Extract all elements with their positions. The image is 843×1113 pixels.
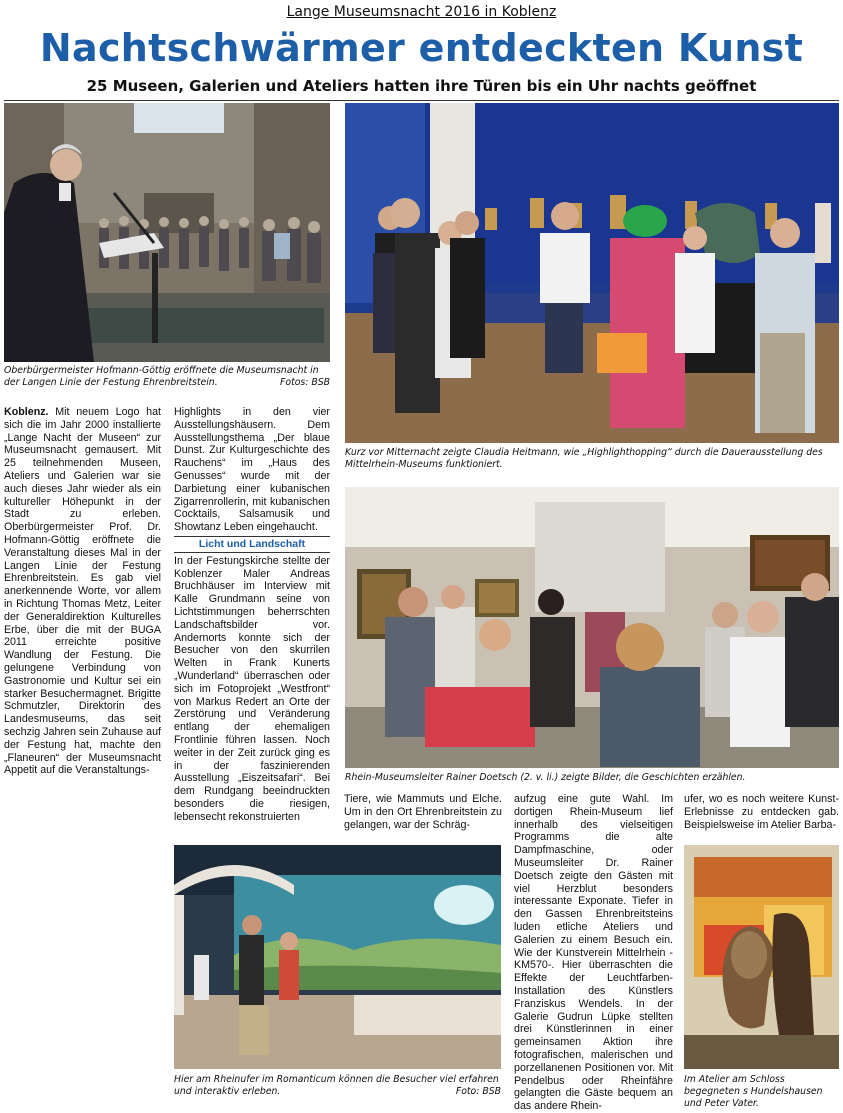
caption-rhein-museum: Rhein-Museumsleiter Rainer Doetsch (2. v. li.) zeigte Bilder, die Geschichten erzählen. <box>345 772 746 783</box>
photo-credit-romanticum: Foto: BSB <box>455 1086 501 1097</box>
photo-romanticum <box>174 845 501 1069</box>
photo-highlighthopping <box>345 103 839 443</box>
photo-credit: Fotos: BSB <box>280 377 330 388</box>
subheadline: 25 Museen, Galerien und Ateliers hatten ihre Türen bis ein Uhr nachts geöffnet <box>86 77 757 95</box>
photo-rhein-museum <box>345 487 839 768</box>
caption-mayor <box>4 365 330 389</box>
article-col-5 <box>684 793 839 831</box>
headline: Nachtschwärmer entdeckten Kunst <box>39 26 804 70</box>
article-col-3-text: Tiere, wie Mammuts und Elche. Um in den Ort Ehrenbreitstein zu gelangen, war der Schräg- <box>344 793 502 831</box>
article-col-4 <box>514 793 673 1113</box>
article-col-2b: In der Festungskirche stellte der Koblenzer Maler Andreas Bruchhäuser im Interview mit Kalle Grundmann seine von Lichtstimmungen beherrschten Landschaftsbilder vor. Andernorts konnte sich der Besucher von den skurrilen Welten in Frank Kunerts „Wunderland“ überraschen oder sich im Fotoprojekt „Westfront“ von Markus Redert an Orte der Zerstörung und Veränderung entlang der ehemaligen Frontlinie führen lassen. Noch weiter in der Zeit zurück ging es in der faszinierenden Ausstellung „Eiszeitsafari“. Bei dem Rundgang beeindruckten besonders die riesigen, lebensecht rekonstruierten <box>174 554 330 823</box>
article-col-2 <box>174 406 330 824</box>
photo-mayor-speech <box>4 103 330 362</box>
caption-romanticum-text: Hier am Rheinufer im Romanticum können die Besucher viel erfahren und interaktiv erleben. <box>174 1074 499 1097</box>
caption-romanticum <box>174 1074 501 1098</box>
article-col-3 <box>344 793 502 831</box>
article-col-1-text <box>4 406 161 777</box>
article-col-5-text: ufer, wo es noch weitere Kunst-Erlebnisse zu entdecken gab. Beispielsweise im Atelier Barba- <box>684 793 839 831</box>
kicker <box>0 4 843 20</box>
photo-atelier <box>684 845 839 1069</box>
article-col-4-text: aufzug eine gute Wahl. Im dortigen Rhein-Museum lief innerhalb des vielseitigen Programms die alte Dampfmaschine, oder Museumsleiter Dr. Rainer Doetsch zeigte den Gästen mit viel Herzblut besonders interessante Exponate. Tiefer in den Gassen Ehrenbreitsteins luden etliche Ateliers und Galerien zu einem Besuch ein. Wie der Kunstverein Mittelrhein -KM570-. Hier überraschten die Effekte der Leuchtfarben-Installation des Künstlers Franziskus Wendels. In der Galerie Gudrun Lüpke stellten drei Künstlerinnen in einer gemeinsamen Aktion ihre fotografischen, malerischen und porzellanenen Positionen vor. Mit Pendelbus oder Rheinfähre gelangten die Gäste bequem an das andere Rhein- <box>514 793 673 1113</box>
dateline: Koblenz. <box>4 406 49 418</box>
article-col-1-body: Mit neuem Logo hat sich die im Jahr 2000 installierte „Lange Nacht der Museen“ zur Museumsnacht gemausert. Mit 25 teilnehmenden Museen, Ateliers und Galerien war sie auch dieses Jahr wieder als ein kultureller Höhepunkt in der Stadt zu erleben. Oberbürgermeister Prof. Dr. Hofmann-Göttig eröffnete die Veranstaltung dieses Mal in der Langen Linie der Festung Ehrenbreitstein. Es gab viel anerkennende Worte, vor allem in Richtung Thomas Metz, Leiter der Generaldirektion Kulturelles Erbe, über die mit der BUGA 2011 erreichte positive Wandlung der Festung. Die gelungene Verbindung von Gastronomie und Kultur sei ein starker Besuchermagnet. Brigitte Schmutzler, Direktorin des Landesmuseums, das seit sechzig Jahren sein Zuhause auf der Festung hat, machte den „Flaneuren“ der Museumsnacht Appetit auf die Veranstaltungs- <box>4 406 161 777</box>
article-col-2a: Highlights in den vier Ausstellungshäusern. Dem Ausstellungsthema „Der blaue Dunst. Zur Kulturgeschichte des Rauchens“ im „Haus des Genusses“ wurde mit der Darbietung einer kubanischen Zigarrenrollerin, mit kubanischen Cocktails, Salsamusik und Showtanz Leben eingehaucht. <box>174 406 330 534</box>
caption-mayor-text: Oberbürgermeister Hofmann-Göttig eröffnete die Museumsnacht in der Langen Linie der Festung Ehrenbreitstein. <box>4 365 319 388</box>
subheading-licht-landschaft: Licht und Landschaft <box>174 536 330 553</box>
caption-atelier: Im Atelier am Schloss begegneten s Hundelshausen und Peter Vater. <box>684 1074 823 1109</box>
caption-highlighthopping: Kurz vor Mitternacht zeigte Claudia Heitmann, wie „Highlighthopping“ durch die Dauerausstellung des Mittelrhein-Museums funktioniert. <box>345 447 823 470</box>
kicker-text: Lange Museumsnacht 2016 in Koblenz <box>286 4 557 20</box>
header-rule <box>4 100 839 101</box>
article-col-1 <box>4 406 161 777</box>
